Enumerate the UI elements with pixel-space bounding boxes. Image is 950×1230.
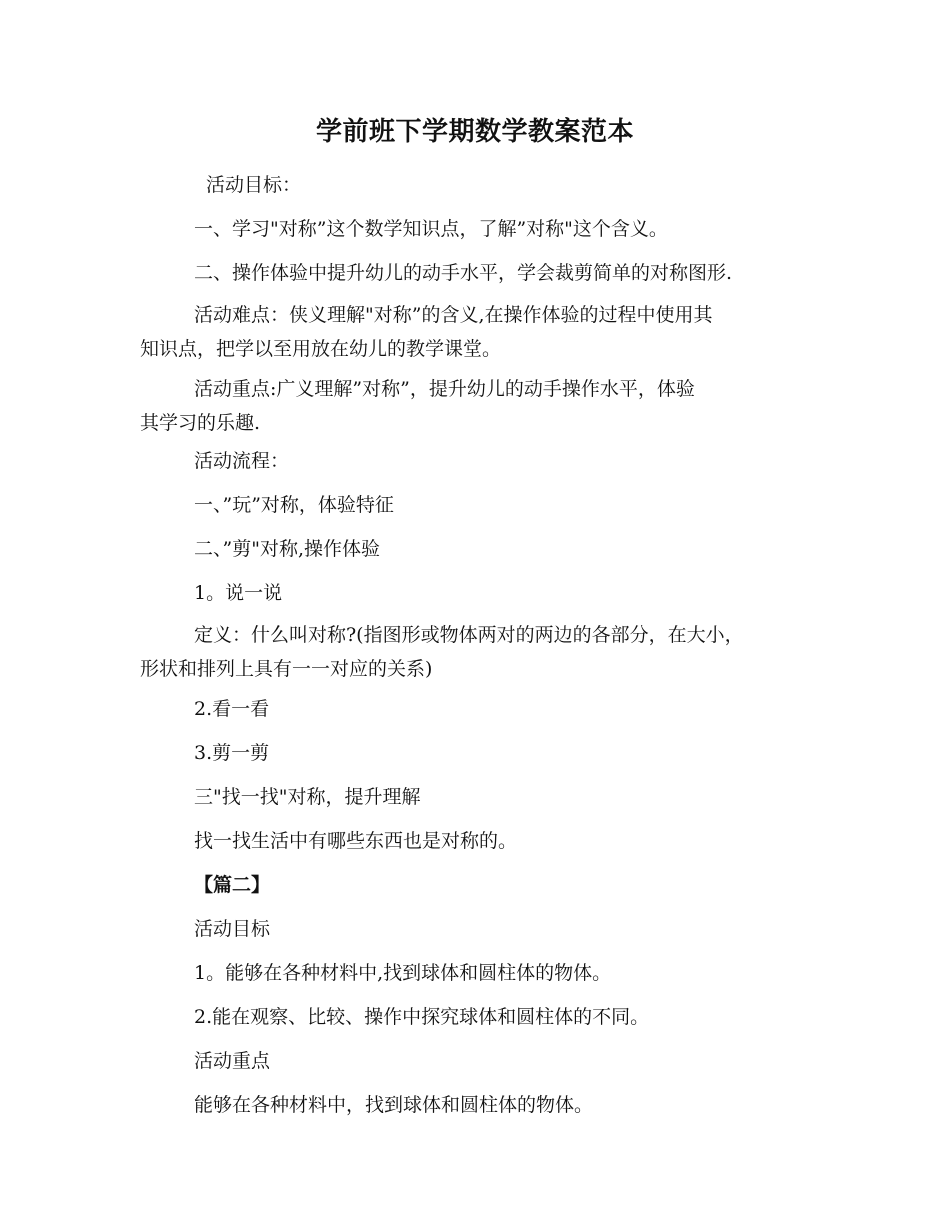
paragraph-line: 形状和排列上具有一一对应的关系) xyxy=(140,658,433,680)
paragraph-look xyxy=(140,692,820,726)
paragraph-line: 知识点，把学以至用放在幼儿的教学课堂。 xyxy=(140,338,502,360)
paragraph-line: 二、操作体验中提升幼儿的动手水平，学会裁剪简单的对称图形. xyxy=(194,262,733,284)
paragraph-key-point-heading-2 xyxy=(140,1044,820,1078)
paragraph-objective-2-1 xyxy=(140,956,820,990)
paragraph-line: 三"找一找"对称，提升理解 xyxy=(194,786,421,808)
page-title: 学前班下学期数学教案范本 xyxy=(315,117,634,147)
paragraph-line: 二、”剪"对称,操作体验 xyxy=(194,538,380,560)
paragraph-definition xyxy=(140,618,820,686)
paragraph-objective-2 xyxy=(140,256,820,290)
paragraph-difficulty xyxy=(140,298,820,366)
paragraph-process-step-1 xyxy=(140,488,820,522)
paragraph-cut xyxy=(140,736,820,770)
paragraph-find xyxy=(140,824,820,858)
paragraph-objective-1 xyxy=(140,212,820,246)
paragraph-line: 1。能够在各种材料中,找到球体和圆柱体的物体。 xyxy=(194,962,612,984)
paragraph-line: 活动重点 xyxy=(194,1050,271,1072)
paragraph-objectives-heading xyxy=(140,168,820,202)
section-heading: 【篇二】 xyxy=(194,874,271,896)
paragraph-line: 3.剪一剪 xyxy=(194,742,270,764)
paragraph-line: 活动目标： xyxy=(206,174,302,196)
paragraph-say xyxy=(140,576,820,610)
paragraph-objectives-heading-2 xyxy=(140,912,820,946)
paragraph-line: 一、学习"对称”这个数学知识点，了解”对称"这个含义。 xyxy=(194,218,668,240)
paragraph-key-point-2 xyxy=(140,1088,820,1122)
paragraph-line: 活动流程： xyxy=(194,450,290,472)
paragraph-line: 找一找生活中有哪些东西也是对称的。 xyxy=(194,830,518,852)
paragraph-process-step-3 xyxy=(140,780,820,814)
paragraph-process-step-2 xyxy=(140,532,820,566)
paragraph-line: 活动难点：侠义理解"对称”的含义,在操作体验的过程中使用其 xyxy=(194,304,713,326)
paragraph-line: 1。说一说 xyxy=(194,582,283,604)
paragraph-line: 活动目标 xyxy=(194,918,271,940)
paragraph-objective-2-2 xyxy=(140,1000,820,1034)
paragraph-line: 能够在各种材料中，找到球体和圆柱体的物体。 xyxy=(194,1094,594,1116)
paragraph-section-two xyxy=(140,868,820,902)
paragraph-line: 活动重点:广义理解”对称”，提升幼儿的动手操作水平，体验 xyxy=(194,378,695,400)
paragraph-key-point xyxy=(140,372,820,440)
paragraph-line: 2.看一看 xyxy=(194,698,270,720)
paragraph-process-heading xyxy=(140,444,820,478)
paragraph-line: 2.能在观察、比较、操作中探究球体和圆柱体的不同。 xyxy=(194,1006,650,1028)
paragraph-line: 一、”玩”对称，体验特征 xyxy=(194,494,394,516)
paragraph-line: 其学习的乐趣. xyxy=(140,412,261,434)
paragraph-line: 定义：什么叫对称?(指图形或物体两对的两边的各部分，在大小， xyxy=(194,624,744,646)
